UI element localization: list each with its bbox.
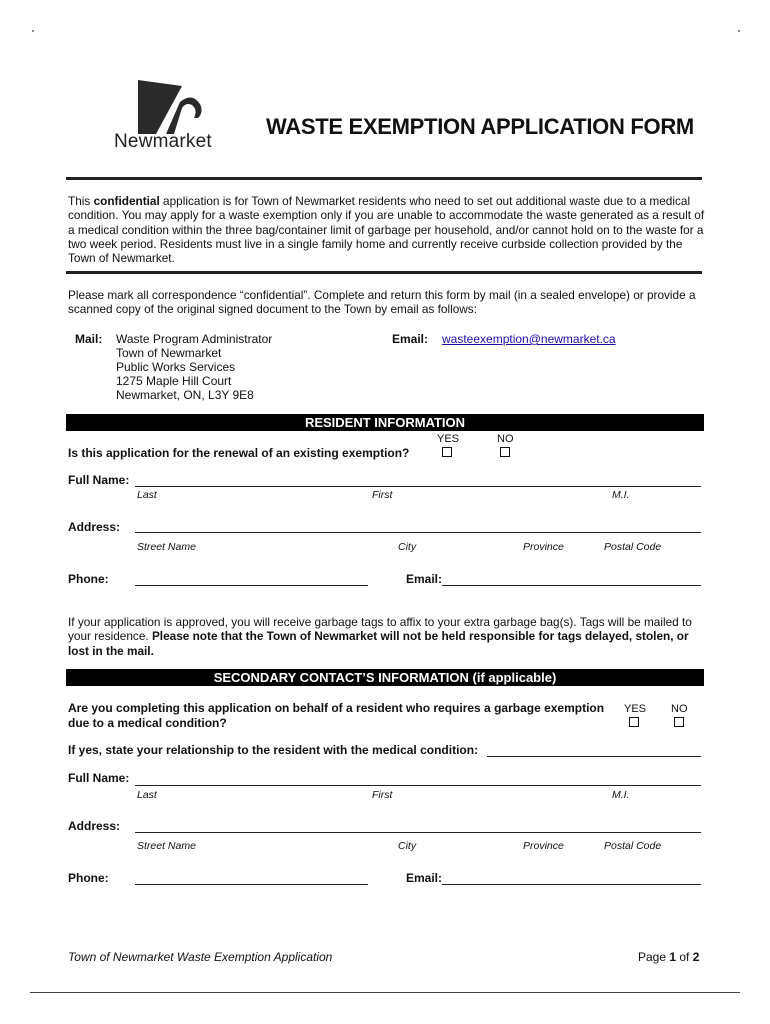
resident-first-caption: First	[372, 489, 393, 501]
header-rule	[66, 177, 702, 180]
secondary-city-caption: City	[398, 840, 417, 852]
resident-email-field[interactable]	[442, 585, 701, 586]
secondary-province-caption: Province	[523, 840, 564, 852]
logo-wordmark: Newmarket	[114, 131, 212, 152]
intro-body: application is for Town of Newmarket residents who need to set out additional waste due to a medical condition. You may apply for a waste exemption only if you are unable to accommodate the waste generated as a result of a medical condition within the three bag/container limit of garbage per household, and/or cannot hold on to the waste for a two week period. Residents must live in a single family home and currently receive curbside collection provided by the Town of Newmarket.	[68, 194, 705, 266]
page-title: WASTE EXEMPTION APPLICATION FORM	[266, 114, 694, 139]
email-link[interactable]: wasteexemption@newmarket.ca	[442, 332, 616, 346]
renewal-yes-label: YES	[437, 433, 460, 445]
renewal-yes-checkbox[interactable]	[442, 447, 452, 457]
renewal-question: Is this application for the renewal of an existing exemption?	[68, 446, 410, 460]
page-total: 2	[692, 950, 700, 964]
resident-phone-field[interactable]	[135, 585, 368, 586]
intro-paragraph	[68, 194, 708, 265]
page-number	[638, 950, 699, 964]
secondary-question: Are you completing this application on behalf of a resident who requires a garbage exemption due to a medical condition?	[68, 701, 605, 730]
approval-warning: Please note that the Town of Newmarket will not be held responsible for tags delayed, stolen, or lost in the mail.	[68, 629, 689, 658]
approval-paragraph	[68, 615, 708, 658]
secondary-address-field[interactable]	[135, 832, 701, 833]
instructions-paragraph: Please mark all correspondence “confidential”. Complete and return this form by mail (in a sealed envelope) or provide a scanned copy of the original signed document to the Town by email as follows:	[68, 288, 696, 317]
secondary-yes-label: YES	[624, 703, 647, 715]
relationship-field[interactable]	[487, 756, 701, 757]
mail-line: Public Works Services	[116, 360, 236, 374]
resident-city-caption: City	[398, 541, 417, 553]
secondary-no-label: NO	[671, 703, 688, 715]
footer-title: Town of Newmarket Waste Exemption Application	[68, 950, 333, 964]
page-prefix: Page	[638, 950, 670, 964]
mail-line: Newmarket, ON, L3Y 9E8	[116, 388, 254, 402]
resident-email-label: Email:	[406, 572, 443, 586]
secondary-street-caption: Street Name	[137, 840, 196, 852]
approval-text: If your application is approved, you will receive garbage tags to affix to your extra garbage bag(s). Tags will be mailed to your residence.	[68, 615, 692, 644]
page-current: 1	[669, 950, 677, 964]
resident-mi-caption: M.I.	[612, 489, 630, 501]
resident-address-field[interactable]	[135, 532, 701, 533]
secondary-email-field[interactable]	[442, 884, 701, 885]
secondary-full-name-label: Full Name:	[68, 771, 130, 785]
resident-street-caption: Street Name	[137, 541, 196, 553]
resident-address-label: Address:	[68, 520, 121, 534]
renewal-no-checkbox[interactable]	[500, 447, 510, 457]
newmarket-logo-mark-icon	[136, 78, 206, 136]
secondary-mi-caption: M.I.	[612, 789, 630, 801]
secondary-no-checkbox[interactable]	[674, 717, 684, 727]
secondary-phone-field[interactable]	[135, 884, 368, 885]
renewal-no-label: NO	[497, 433, 514, 445]
resident-full-name-field[interactable]	[135, 486, 701, 487]
secondary-first-caption: First	[372, 789, 393, 801]
corner-mark-right	[738, 30, 740, 32]
resident-full-name-label: Full Name:	[68, 473, 130, 487]
secondary-phone-label: Phone:	[68, 871, 109, 885]
resident-province-caption: Province	[523, 541, 564, 553]
resident-last-caption: Last	[137, 489, 157, 501]
mail-line: 1275 Maple Hill Court	[116, 374, 232, 388]
secondary-email-label: Email:	[406, 871, 443, 885]
page-of: of	[676, 950, 693, 964]
mail-label: Mail:	[75, 332, 103, 346]
secondary-yes-checkbox[interactable]	[629, 717, 639, 727]
secondary-postal-caption: Postal Code	[604, 840, 662, 852]
newmarket-logo	[112, 78, 227, 158]
corner-mark-left	[32, 30, 34, 32]
resident-phone-label: Phone:	[68, 572, 109, 586]
mail-line: Town of Newmarket	[116, 346, 222, 360]
resident-info-heading: RESIDENT INFORMATION	[66, 414, 704, 431]
bottom-rule	[30, 992, 740, 993]
relationship-question: If yes, state your relationship to the resident with the medical condition:	[68, 743, 479, 757]
secondary-address-label: Address:	[68, 819, 121, 833]
intro-prefix: This	[68, 194, 94, 208]
intro-rule	[66, 271, 702, 274]
secondary-last-caption: Last	[137, 789, 157, 801]
secondary-full-name-field[interactable]	[135, 785, 701, 786]
intro-confidential: confidential	[93, 194, 160, 208]
email-label: Email:	[392, 332, 429, 346]
resident-postal-caption: Postal Code	[604, 541, 662, 553]
secondary-contact-heading: SECONDARY CONTACT’S INFORMATION (if applicable)	[66, 669, 704, 686]
mail-line: Waste Program Administrator	[116, 332, 273, 346]
mail-address	[116, 332, 272, 402]
